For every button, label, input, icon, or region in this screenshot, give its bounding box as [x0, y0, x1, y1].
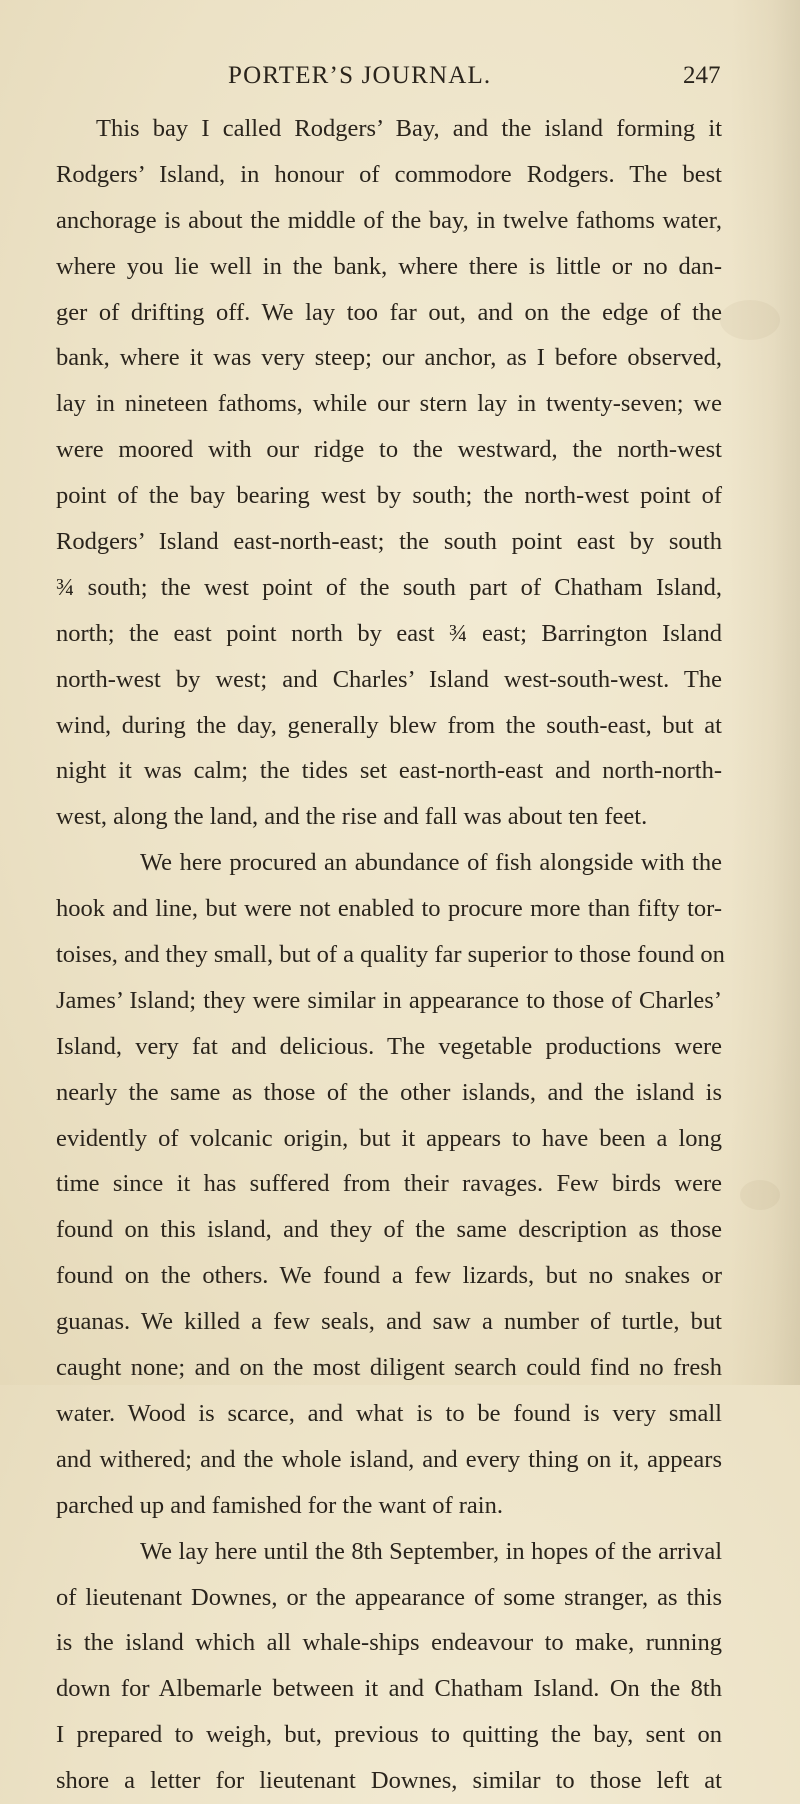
text-line: James’ Island; they were similar in appearance to those of Charles’ [56, 986, 722, 1014]
text-line: north; the east point north by east ¾ east; Barrington Island [56, 619, 722, 647]
text-line: of lieutenant Downes, or the appearance of some stranger, as this [56, 1583, 722, 1611]
text-line: down for Albemarle between it and Chatham Island. On the 8th [56, 1675, 722, 1703]
paragraph [56, 106, 722, 840]
text-line: ger of drifting off. We lay too far out, and on the edge of the [56, 298, 722, 326]
text-line: Island, very fat and delicious. The vegetable productions were [56, 1032, 722, 1060]
text-line: Rodgers’ Island east-north-east; the south point east by south [56, 528, 722, 556]
text-line: is the island which all whale-ships endeavour to make, running [56, 1629, 722, 1657]
text-line: found on the others. We found a few lizards, but no snakes or [56, 1262, 722, 1290]
text-line: west, along the land, and the rise and fall was about ten feet. [56, 803, 648, 831]
paragraph [56, 1529, 722, 1804]
paragraph [56, 840, 725, 1528]
page-number: 247 [683, 62, 721, 89]
text-line: night it was calm; the tides set east-north-east and north-north- [56, 757, 722, 785]
page-edge-shadow [730, 0, 800, 1385]
text-line: shore a letter for lieutenant Downes, similar to those left at [56, 1767, 722, 1795]
text-line: evidently of volcanic origin, but it appears to have been a long [56, 1124, 722, 1152]
text-line: where you lie well in the bank, where there is little or no dan- [56, 252, 722, 280]
text-line: We lay here until the 8th September, in hopes of the arrival [140, 1537, 722, 1565]
text-line: parched up and famished for the want of rain. [56, 1491, 503, 1519]
text-line: nearly the same as those of the other islands, and the island is [56, 1078, 722, 1106]
text-line: caught none; and on the most diligent search could find no fresh [56, 1354, 722, 1382]
text-line: and withered; and the whole island, and every thing on it, appears [56, 1445, 722, 1473]
text-line: We here procured an abundance of fish alongside with the [140, 849, 722, 877]
text-line: lay in nineteen fathoms, while our stern lay in twenty-seven; we [56, 390, 722, 418]
running-head: PORTER’S JOURNAL. [228, 62, 492, 89]
text-line: wind, during the day, generally blew from the south-east, but at [56, 711, 722, 739]
text-line: Rodgers’ Island, in honour of commodore Rodgers. The best [56, 160, 722, 188]
text-line: ¾ south; the west point of the south part of Chatham Island, [56, 573, 722, 601]
body-text [56, 106, 725, 1804]
page-header [0, 62, 800, 102]
text-line: found on this island, and they of the same description as those [56, 1216, 722, 1244]
text-line: This bay I called Rodgers’ Bay, and the island forming it [96, 115, 722, 142]
text-line: anchorage is about the middle of the bay, in twelve fathoms water, [56, 206, 722, 234]
text-line: toises, and they small, but of a quality far superior to those found on [56, 941, 725, 969]
text-line: were moored with our ridge to the westward, the north-west [56, 436, 722, 464]
text-line: guanas. We killed a few seals, and saw a number of turtle, but [56, 1308, 722, 1336]
text-line: hook and line, but were not enabled to procure more than fifty tor- [56, 895, 722, 923]
text-line: I prepared to weigh, but, previous to quitting the bay, sent on [56, 1721, 722, 1749]
text-line: water. Wood is scarce, and what is to be found is very small [56, 1399, 722, 1427]
text-line: bank, where it was very steep; our anchor, as I before observed, [56, 344, 722, 372]
text-line: north-west by west; and Charles’ Island west-south-west. The [56, 665, 722, 693]
text-line: time since it has suffered from their ravages. Few birds were [56, 1170, 722, 1198]
text-line: point of the bay bearing west by south; the north-west point of [56, 482, 722, 510]
